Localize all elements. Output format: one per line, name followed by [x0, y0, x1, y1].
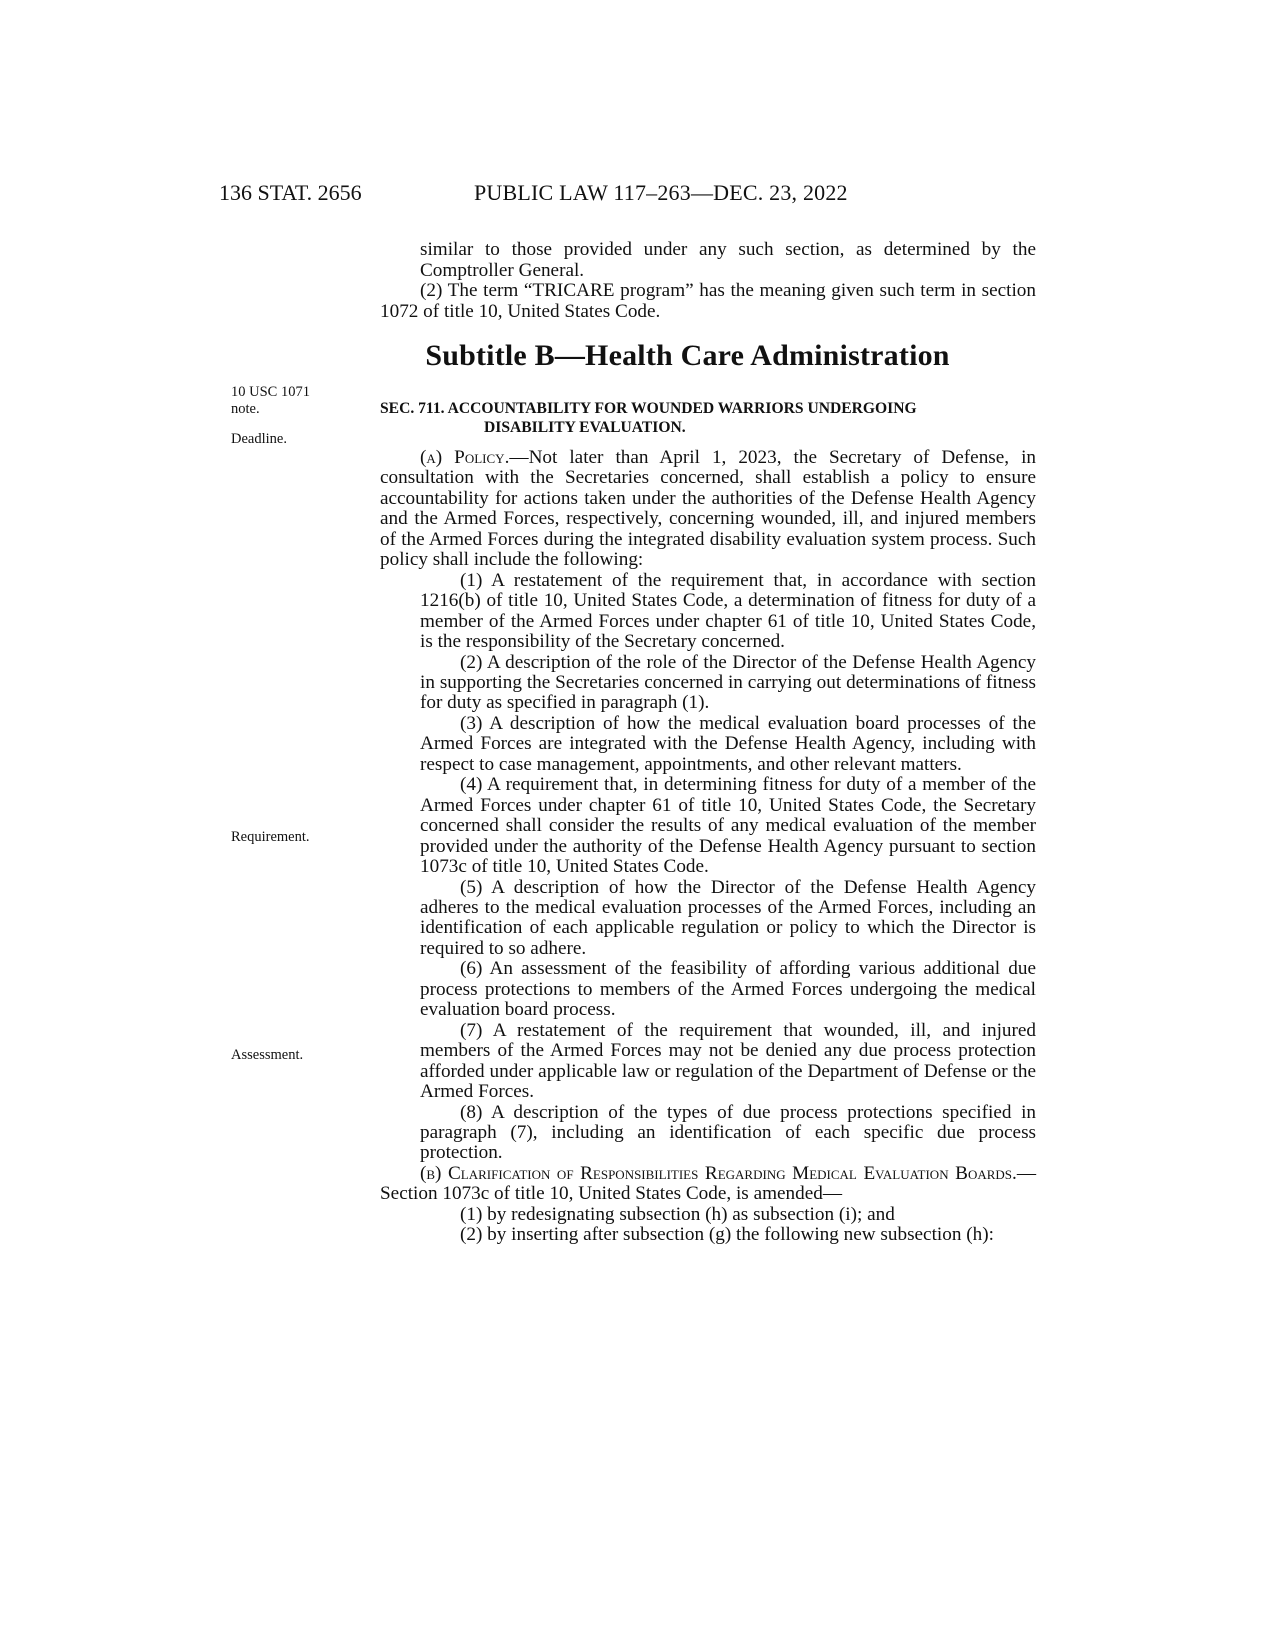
subtitle-text: Subtitle B—Health Care Administration — [425, 339, 950, 372]
definition-paragraph: (2) The term “TRICARE program” has the meaning given such term in section 1072 of title 10, United States Code. — [380, 280, 1036, 322]
subsection-b-text: —Section 1073c of title 10, United States Code, is amended— — [380, 1162, 1036, 1205]
margin-note-deadline: Deadline. — [231, 431, 287, 447]
subsection-a — [380, 448, 1036, 571]
paragraph-8: (8) A description of the types of due process protections specified in paragraph (7), including an identification of each specific due process protection. — [420, 1101, 1036, 1164]
subsection-b-label: (b) Clarification of Responsibilities Regarding Medical Evaluation Boards. — [420, 1162, 1017, 1184]
paragraph-6: (6) An assessment of the feasibility of affording various additional due process protections to members of the Armed Forces undergoing the medical evaluation board process. — [420, 958, 1036, 1021]
margin-note-requirement: Requirement. — [231, 829, 310, 845]
subsection-b — [380, 1164, 1036, 1205]
paragraph-3: (3) A description of how the medical evaluation board processes of the Armed Forces are integrated with the Defense Health Agency, including with respect to case management, appointments, and other relevant matters. — [420, 712, 1036, 775]
paragraph-4: (4) A requirement that, in determining fitness for duty of a member of the Armed Forces under chapter 61 of title 10, United States Code, the Secretary concerned shall consider the results of any medical evaluation of the member provided under the authority of the Defense Health Agency pursuant to section 1073c of title 10, United States Code. — [420, 774, 1036, 878]
section-heading — [380, 399, 1036, 437]
subtitle-heading — [0, 339, 1275, 373]
amendment-2: (2) by inserting after subsection (g) the following new subsection (h): — [460, 1224, 994, 1246]
paragraph-5: (5) A description of how the Director of the Defense Health Agency adheres to the medical evaluation processes of the Armed Forces, including an identification of each applicable regulation or policy to which the Director is required to so adhere. — [420, 876, 1036, 959]
paragraph-1: (1) A restatement of the requirement that, in accordance with section 1216(b) of title 10, United States Code, a determination of fitness for duty of a member of the Armed Forces under chapter 61 of title 10, United States Code, is the responsibility of the Secretary concerned. — [420, 569, 1036, 653]
top-continuation — [380, 240, 1036, 322]
continued-paragraph: similar to those provided under any such section, as determined by the Comptroller General. — [420, 239, 1036, 281]
law-title: PUBLIC LAW 117–263—DEC. 23, 2022 — [474, 180, 848, 205]
section-heading-line2: DISABILITY EVALUATION. — [484, 419, 686, 436]
paragraph-7: (7) A restatement of the requirement that wounded, ill, and injured members of the Armed Forces may not be denied any due process protection afforded under applicable law or regulation of the Department of Defense or the Armed Forces. — [420, 1019, 1036, 1103]
margin-note-assessment: Assessment. — [231, 1047, 304, 1063]
page-number: 136 STAT. 2656 — [219, 180, 362, 205]
paragraph-2: (2) A description of the role of the Director of the Defense Health Agency in supporting the Secretaries concerned in carrying out determinations of fitness for duty as specified in paragraph (1). — [420, 651, 1036, 714]
subsection-a-text: —Not later than April 1, 2023, the Secretary of Defense, in consultation with the Secretaries concerned, shall establish a policy to ensure accountability for actions taken under the authorities of the Defense Health Agency and the Armed Forces, respectively, concerning wounded, ill, and injured members of the Armed Forces during the integrated disability evaluation system process. Such policy shall include the following: — [380, 447, 1036, 571]
page-header — [0, 180, 1275, 214]
amendment-1: (1) by redesignating subsection (h) as subsection (i); and — [460, 1203, 895, 1225]
margin-note-usc: 10 USC 1071 note. — [231, 384, 310, 417]
section-heading-line1: SEC. 711. ACCOUNTABILITY FOR WOUNDED WARRIORS UNDERGOING — [380, 400, 917, 417]
subsection-a-label: (a) Policy. — [420, 447, 510, 468]
section-body — [380, 448, 1036, 1246]
